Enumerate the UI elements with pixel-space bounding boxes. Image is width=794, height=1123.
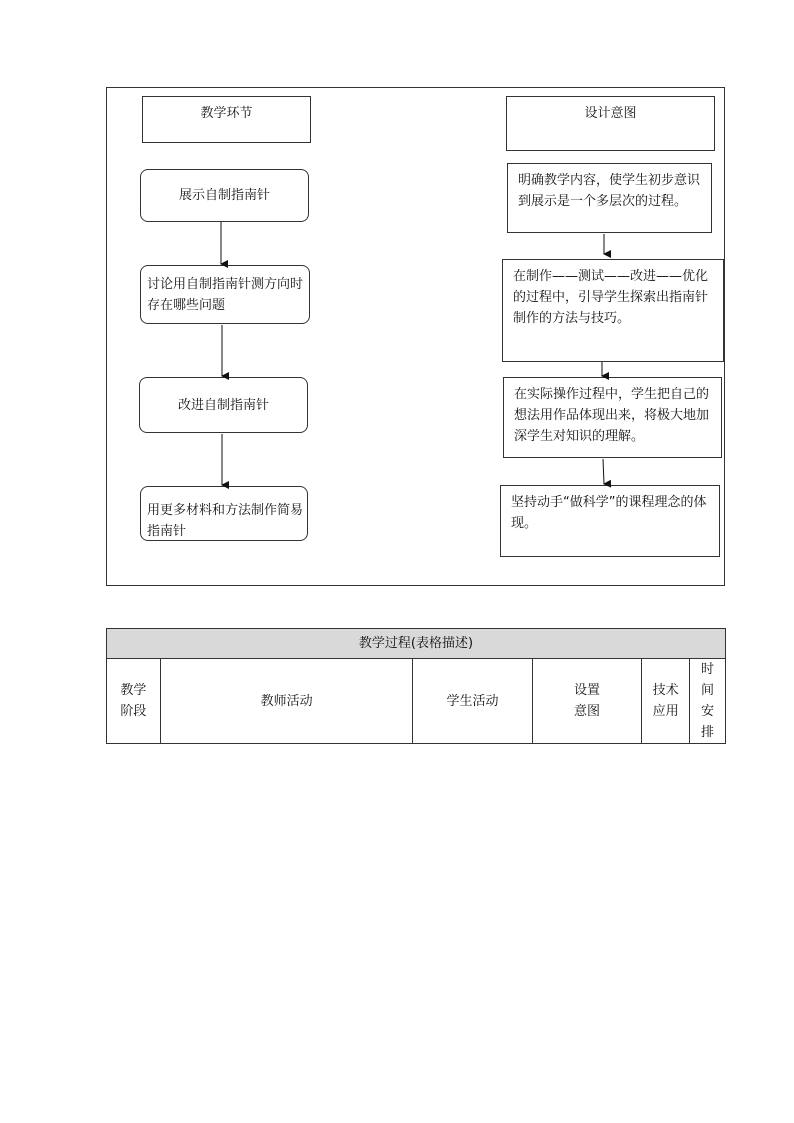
column-header-student: 学生活动 (413, 659, 532, 744)
design-intent-header-label: 设计意图 (584, 106, 637, 121)
intent-3-text: 在实际操作过程中，学生把自己的想法用作品体现出来，将极大地加深学生对知识的理解。 (514, 387, 710, 444)
step-box-1 (140, 169, 309, 222)
column-time-label: 时间安排 (701, 662, 715, 740)
step-2-label: 讨论用自制指南针测方向时存在哪些问题 (147, 276, 304, 313)
step-box-3 (139, 377, 308, 433)
intent-2-text: 在制作——测试——改进——优化的过程中，引导学生探索出指南针制作的方法与技巧。 (513, 269, 709, 326)
step-box-2 (140, 265, 310, 324)
column-intent-label: 设置意图 (573, 683, 600, 719)
teaching-step-header (142, 96, 311, 143)
table-header-row (107, 659, 726, 744)
step-3-label: 改进自制指南针 (177, 397, 269, 413)
column-header-stage (107, 659, 161, 744)
column-stage-label: 教学阶段 (120, 683, 147, 719)
intent-4-text: 坚持动手“做科学”的课程理念的体现。 (511, 495, 707, 531)
design-intent-header (506, 96, 715, 151)
column-header-intent (532, 659, 642, 744)
table-title: 教学过程(表格描述) (107, 629, 726, 659)
intent-box-2 (502, 259, 724, 362)
column-header-teacher: 教师活动 (160, 659, 413, 744)
table-title-row (107, 629, 726, 659)
intent-box-1 (507, 163, 712, 233)
teaching-step-header-label: 教学环节 (200, 106, 253, 121)
intent-box-3 (503, 377, 722, 458)
step-1-label: 展示自制指南针 (178, 188, 270, 203)
step-box-4 (140, 486, 308, 541)
intent-box-4 (500, 485, 720, 557)
column-header-tech (642, 659, 690, 744)
teaching-process-table (106, 628, 726, 744)
intent-1-text: 明确教学内容，使学生初步意识到展示是一个多层次的过程。 (518, 173, 701, 209)
column-header-time (690, 659, 726, 744)
column-tech-label: 技术应用 (652, 683, 679, 719)
step-4-label: 用更多材料和方法制作简易指南针 (147, 503, 304, 539)
